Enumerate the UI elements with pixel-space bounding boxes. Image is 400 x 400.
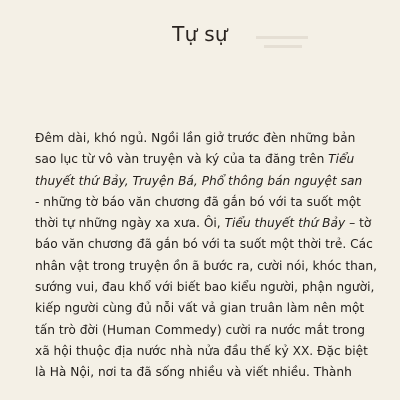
text-line: [35, 362, 370, 383]
text-run: – tờ: [345, 216, 372, 231]
text-line: [35, 341, 370, 362]
text-line: [35, 149, 370, 170]
text-run: là Hà Nội, nơi ta đã sống nhiều và viết nhiều. Thành: [35, 365, 352, 380]
italic-title-text: Tiểu: [328, 152, 355, 167]
text-run: sướng vui, đau khổ với biết bao kiểu người, phận người,: [35, 280, 375, 295]
text-line: [35, 171, 370, 192]
body-paragraph: [35, 128, 377, 384]
text-run: - những tờ báo văn chương đã gắn bó với ta suốt một: [35, 194, 361, 209]
italic-title-text: Tiểu thuyết thứ Bảy: [224, 216, 346, 231]
text-run: thời tự những ngày xa xưa. Ôi,: [35, 216, 225, 231]
text-line: [35, 256, 377, 277]
text-line: [35, 320, 370, 341]
italic-title-text: thuyết thứ Bảy, Truyện Bá, Phổ thông bán nguyệt san: [35, 173, 363, 188]
text-run: báo văn chương đã gắn bó với ta suốt một thời trẻ. Các: [35, 237, 373, 252]
text-run: tấn trò đời (Human Commedy) cười ra nước mắt trong: [35, 322, 365, 337]
text-line: [35, 234, 373, 255]
text-run: xã hội thuộc địa nước nhà nửa đầu thế kỷ XX. Đặc biệt: [35, 343, 368, 358]
text-run: kiếp người cùng đủ nỗi vất vả gian truân làm nên một: [35, 301, 365, 316]
text-run: Đêm dài, khó ngủ. Ngồi lần giở trước đèn những bản: [35, 131, 356, 145]
text-run: sao lục từ vô vàn truyện và ký của ta đăng trên: [35, 152, 329, 167]
chapter-title: Tự sự: [172, 22, 228, 46]
text-line: [35, 128, 370, 149]
text-line: [35, 277, 375, 298]
text-line: [35, 298, 370, 319]
text-line: [35, 213, 370, 234]
text-run: nhân vật trong truyện ồn ã bước ra, cười nói, khóc than,: [35, 258, 377, 273]
text-line: [35, 192, 370, 213]
